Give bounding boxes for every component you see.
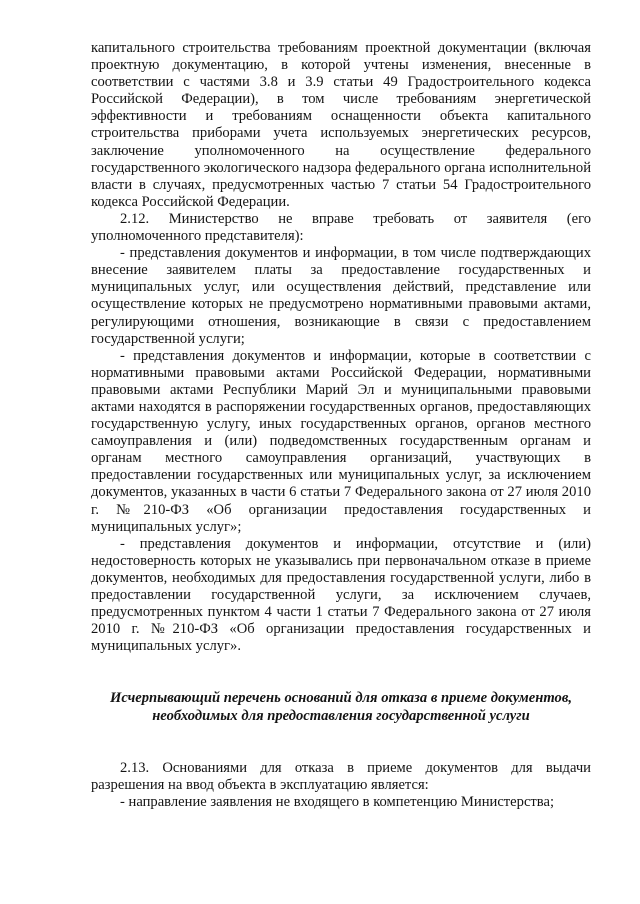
list-item-payment-documents: - представления документов и информации, в том числе подтверждающих внесение заявителем платы за предоставление государственных и муниципальных услуг, или осуществления действий, представление или осуществление которых не предусмотрено нормативными правовыми актами, регулирующими отношения, возникающие в связи с предоставлением государственной услуги; bbox=[91, 245, 591, 347]
section-heading-line-1: Исчерпывающий перечень оснований для отказа в приеме документов, bbox=[109, 690, 573, 707]
paragraph-2-12: 2.12. Министерство не вправе требовать от заявителя (его уполномоченного представителя): bbox=[91, 210, 591, 245]
paragraph-2-13: 2.13. Основаниями для отказа в приеме документов для выдачи разрешения на ввод объекта в эксплуатацию является: bbox=[91, 759, 591, 793]
paragraph-requirements-continuation: капитального строительства требованиям проектной документации (включая проектную документацию, в которой учтены изменения, внесенные в соответствии с частями 3.8 и 3.9 статьи 49 Градостроительного кодекса Российской Федерации), в том числе требованиям энергетической эффективности и требованиям оснащенности объекта капитального строительства приборами учета используемых энергетических ресурсов, заключение уполномоченного на осуществление федерального государственного экологического надзора федерального органа исполнительной власти в случаях, предусмотренных частью 7 статьи 54 Градостроительного кодекса Российской Федерации. bbox=[91, 40, 591, 210]
list-item-unreliable-documents: - представления документов и информации, отсутствие и (или) недостоверность которых не указывались при первоначальном отказе в приеме документов, необходимых для предоставления государственной услуги, либо в предоставлении государственной услуги, за исключением случаев, предусмотренных пунктом 4 части 1 статьи 7 Федерального закона от 27 июля 2010 г. №210-ФЗ «Об организации предоставления государственных и муниципальных услуг». bbox=[91, 535, 591, 655]
list-item-competence: - направление заявления не входящего в компетенцию Министерства; bbox=[120, 793, 555, 810]
document-page bbox=[91, 40, 591, 811]
section-heading bbox=[91, 690, 591, 725]
list-item-documents-in-possession: - представления документов и информации, которые в соответствии с нормативными правовыми актами Российской Федерации, нормативными правовыми актами Республики Марий Эл и муниципальными правовыми актами находятся в распоряжении государственных органов, предоставляющих государственную услугу, иных государственных органов, органов местного самоуправления и (или) подведомственных государственным органам и органам местного самоуправления организаций, участвующих в предоставлении государственных или муниципальных услуг, за исключением документов, указанных в части 6 статьи 7 Федерального закона от 27 июля 2010 г. №210-ФЗ «Об организации предоставления государственных и муниципальных услуг»; bbox=[91, 347, 591, 535]
section-heading-line-2: необходимых для предоставления государственной услуги bbox=[152, 707, 530, 724]
